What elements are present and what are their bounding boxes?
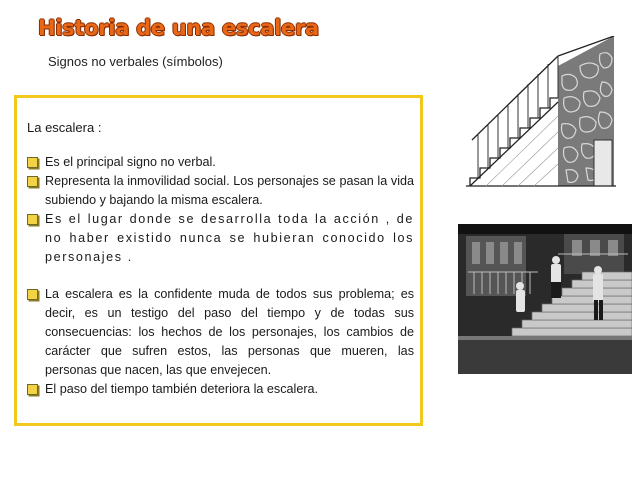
staircase-drawing-image: [466, 36, 616, 196]
list-item: [27, 172, 414, 210]
list-item: [27, 285, 414, 380]
list-item: [27, 380, 414, 399]
bullet-text: La escalera es la confidente muda de todos sus problema; es decir, es un testigo del paso del tiempo y de todas sus consecuencias: los hechos de los personajes, los cambios de carácter que sufren estos, las personas que mueren, las personas que nacen, las que envejecen.: [45, 287, 414, 377]
list-item: [27, 210, 414, 267]
checkbox-bullet-icon: [27, 157, 38, 168]
intro-text: La escalera :: [27, 120, 102, 135]
slide-subtitle: Signos no verbales (símbolos): [48, 54, 223, 69]
checkbox-bullet-icon: [27, 289, 38, 300]
bullet-text: El paso del tiempo también deteriora la escalera.: [45, 382, 319, 396]
checkbox-bullet-icon: [27, 214, 38, 225]
bullet-text: Es el principal signo no verbal.: [45, 155, 216, 169]
content-box: [14, 95, 423, 426]
bullet-text: Es el lugar donde se desarrolla toda la acción , de no haber existido nunca se hubieran conocido los personajes .: [45, 212, 414, 264]
slide-title: Historia de una escalera: [38, 16, 319, 40]
list-item: [27, 153, 414, 172]
checkbox-bullet-icon: [27, 176, 38, 187]
stage-photo-image: [458, 224, 632, 374]
checkbox-bullet-icon: [27, 384, 38, 395]
bullet-list: [27, 153, 414, 399]
bullet-text: Representa la inmovilidad social. Los personajes se pasan la vida subiendo y bajando la misma escalera.: [45, 174, 414, 207]
